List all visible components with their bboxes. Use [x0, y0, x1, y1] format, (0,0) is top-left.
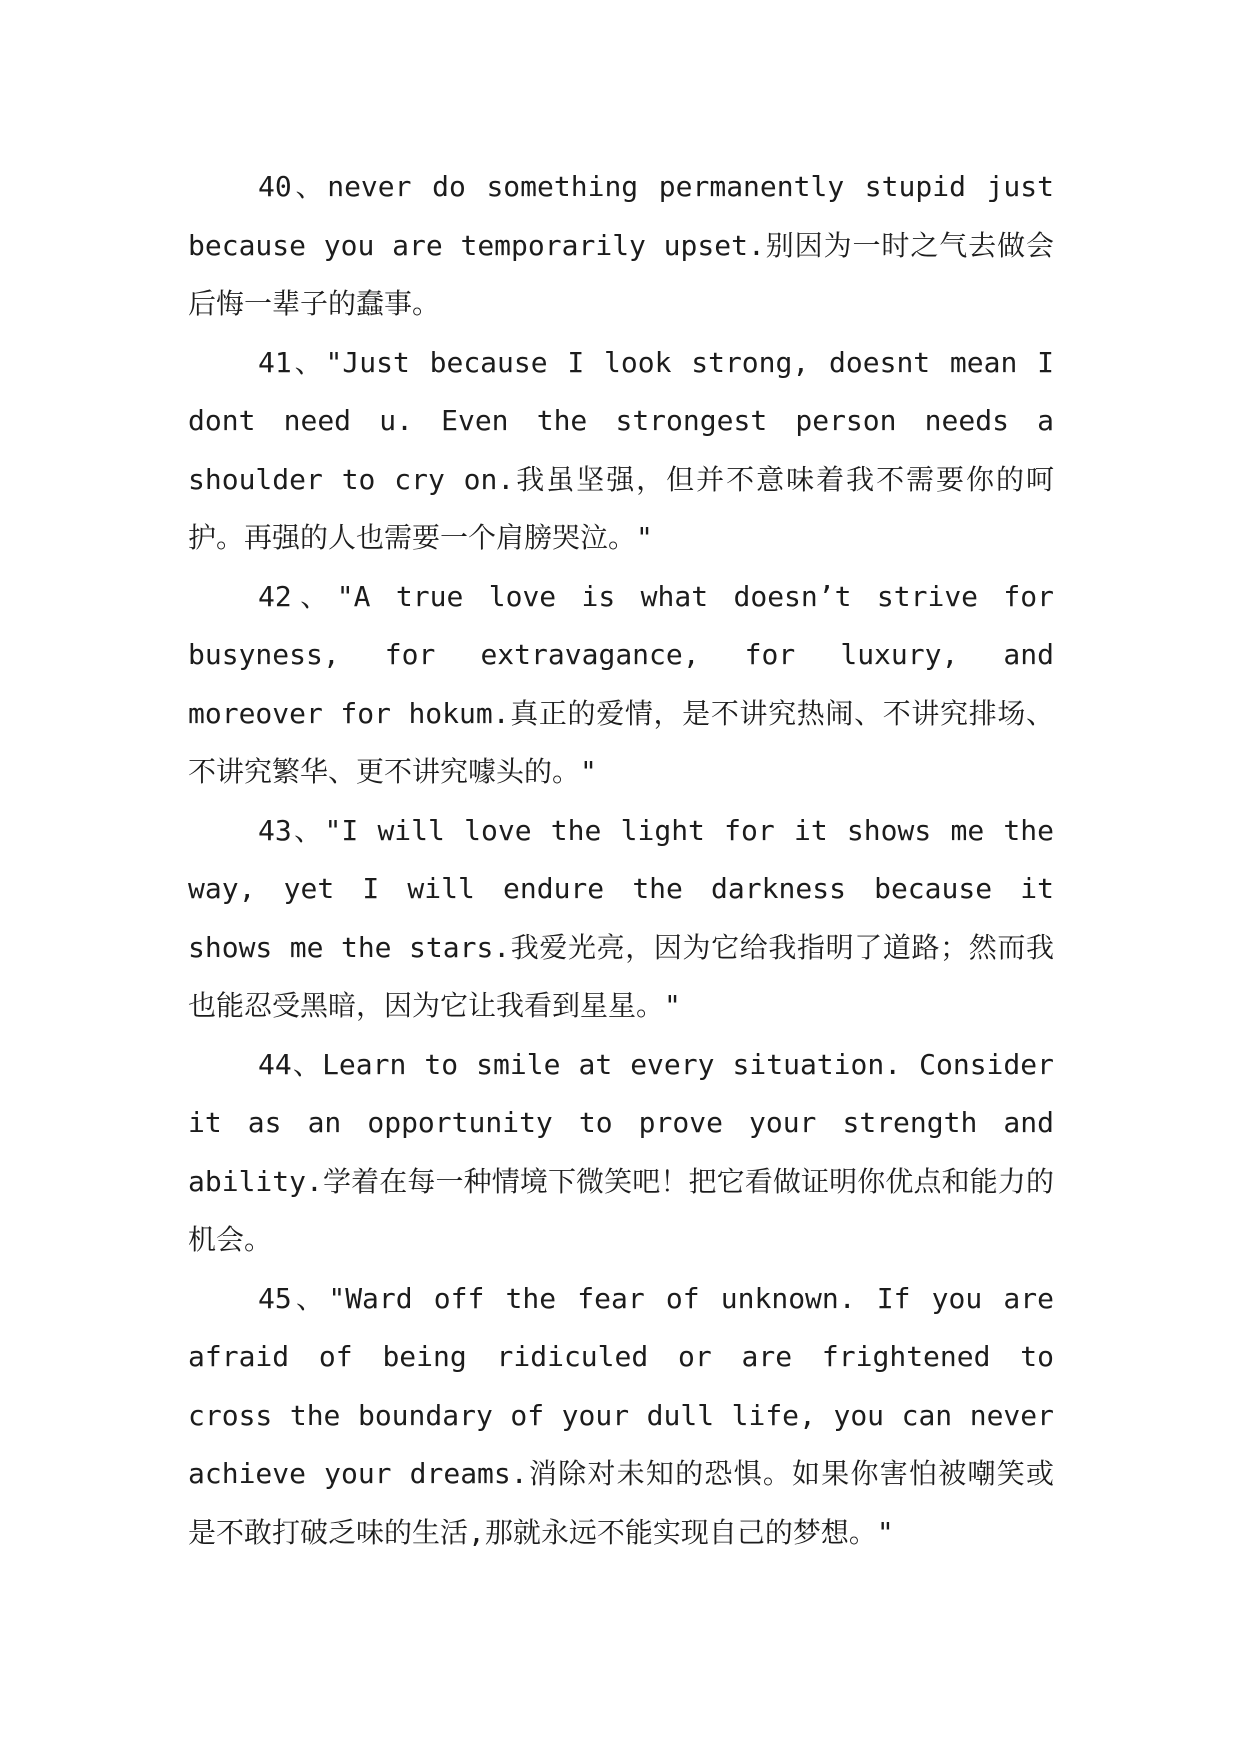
quote-paragraph-44: 44、Learn to smile at every situation. Consider it as an opportunity to prove your strength and ability.学着在每一种情境下微笑吧！把它看做证明你优点和能力的机会。	[188, 1047, 1054, 1256]
document-body	[188, 158, 1054, 1562]
quote-paragraph-42: 42、"A true love is what doesn’t strive for busyness, for extravagance, for luxury, and moreover for hokum.真正的爱情，是不讲究热闹、不讲究排场、不讲究繁华、更不讲究噱头的。"	[188, 579, 1054, 788]
quote-paragraph-45: 45、"Ward off the fear of unknown. If you are afraid of being ridiculed or are frightened to cross the boundary of your dull life, you can never achieve your dreams.消除对未知的恐惧。如果你害怕被嘲笑或是不敢打破乏味的生活,那就永远不能实现自己的梦想。"	[188, 1281, 1054, 1549]
quote-paragraph-41: 41、"Just because I look strong, doesnt mean I dont need u. Even the strongest person needs a shoulder to cry on.我虽坚强，但并不意味着我不需要你的呵护。再强的人也需要一个肩膀哭泣。"	[188, 345, 1054, 554]
quote-paragraph-43: 43、"I will love the light for it shows me the way, yet I will endure the darkness because it shows me the stars.我爱光亮，因为它给我指明了道路；然而我也能忍受黑暗，因为它让我看到星星。"	[188, 813, 1054, 1022]
quote-paragraph-40: 40、never do something permanently stupid just because you are temporarily upset.别因为一时之气去做会后悔一辈子的蠢事。	[188, 170, 1054, 320]
